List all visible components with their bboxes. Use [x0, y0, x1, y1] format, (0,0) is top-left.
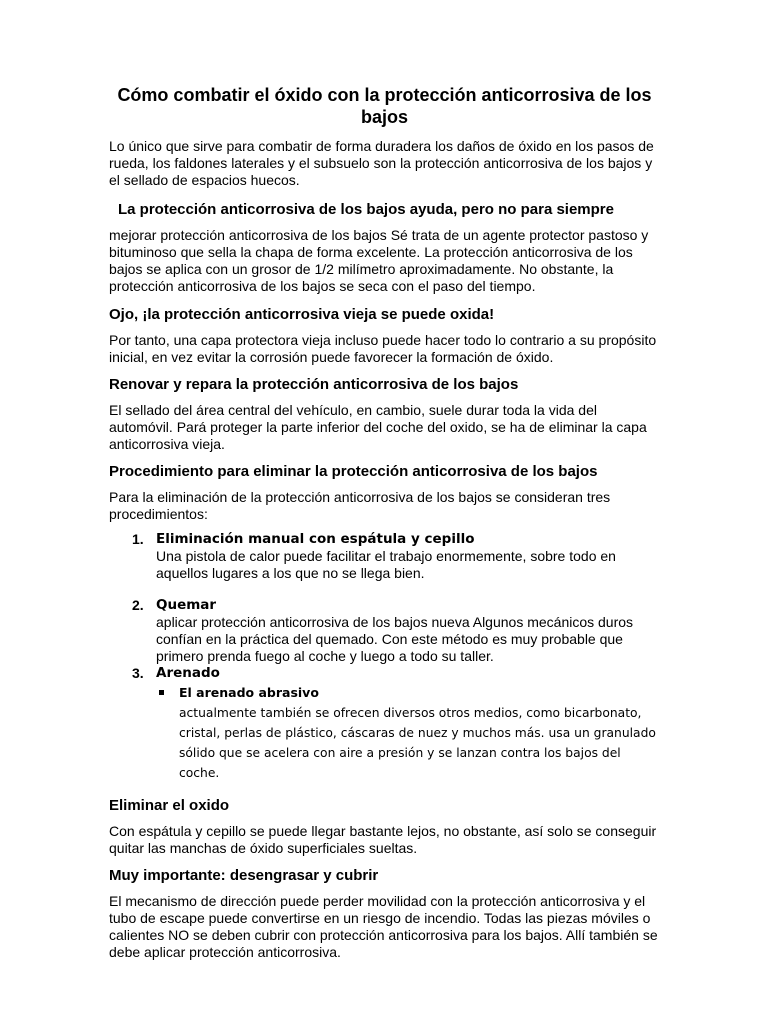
- section-heading-desengrasar: Muy importante: desengrasar y cubrir: [109, 867, 379, 884]
- section-text-desengrasar: El mecanismo de dirección puede perder movilidad con la protección anticorrosiva y el tubo de escape puede convertirse en un riesgo de incendio. Todas las piezas móviles o calientes NO se deben cubrir con protección anticorrosiva para los bajos. Allí también se debe aplicar protección anticorrosiva.: [109, 893, 658, 960]
- intro-paragraph: Lo único que sirve para combatir de forma duradera los daños de óxido en los pasos de rueda, los faldones laterales y el subsuelo son la protección anticorrosiva de los bajos y el sellado de espacios huecos.: [109, 138, 654, 188]
- list-item-title: Arenado: [156, 665, 220, 681]
- section-heading-ayuda: La protección anticorrosiva de los bajos ayuda, pero no para siempre: [118, 201, 614, 218]
- section-heading-eliminar-oxido: Eliminar el oxido: [109, 797, 230, 814]
- section-text-ayuda: mejorar protección anticorrosiva de los bajos Sé trata de un agente protector pastoso y bituminoso que sella la chapa de forma excelente. La protección anticorrosiva de los bajos se aplica con un grosor de 1/2 milímetro aproximadamente. No obstante, la protección anticorrosiva de los bajos se seca con el paso del tiempo.: [109, 227, 649, 294]
- document-title: Cómo combatir el óxido con la protección anticorrosiva de los bajos: [117, 85, 652, 127]
- list-item-number: 2.: [132, 597, 144, 613]
- list-item-number: 3.: [132, 665, 144, 681]
- list-item-number: 1.: [132, 531, 144, 547]
- sub-list-item: [156, 685, 660, 783]
- section-text-procedimiento: Para la eliminación de la protección anticorrosiva de los bajos se consideran tres procedimientos:: [109, 489, 611, 522]
- list-item-title: Eliminación manual con espátula y cepillo: [156, 531, 475, 547]
- sub-list-item-title: El arenado abrasivo: [179, 685, 319, 700]
- list-item-text: aplicar protección anticorrosiva de los bajos nueva Algunos mecánicos duros confían en la práctica del quemado. Con este método es muy probable que primero prenda fuego al coche y luego a todo su taller.: [156, 614, 634, 664]
- list-item: [109, 597, 660, 665]
- list-item: [109, 665, 660, 783]
- list-item-title: Quemar: [156, 597, 217, 613]
- section-heading-renovar: Renovar y repara la protección anticorrosiva de los bajos: [109, 376, 519, 393]
- section-text-eliminar-oxido: Con espátula y cepillo se puede llegar bastante lejos, no obstante, así solo se conseguir quitar las manchas de óxido superficiales sueltas.: [109, 823, 657, 856]
- section-heading-oxida: Ojo, ¡la protección anticorrosiva vieja se puede oxida!: [109, 306, 495, 323]
- section-heading-procedimiento: Procedimiento para eliminar la protección anticorrosiva de los bajos: [109, 463, 598, 480]
- section-text-oxida: Por tanto, una capa protectora vieja incluso puede hacer todo lo contrario a su propósito inicial, en vez evitar la corrosión puede favorecer la formación de óxido.: [109, 332, 657, 365]
- section-text-renovar: El sellado del área central del vehículo, en cambio, suele durar toda la vida del automóvil. Pará proteger la parte inferior del coche del oxido, se ha de eliminar la capa anticorrosiva vieja.: [109, 402, 647, 452]
- square-bullet-icon: [159, 690, 164, 695]
- list-item-text: Una pistola de calor puede facilitar el trabajo enormemente, sobre todo en aquellos lugares a los que no se llega bien.: [156, 548, 616, 581]
- sub-list-item-text: actualmente también se ofrecen diversos otros medios, como bicarbonato, cristal, perlas de plástico, cáscaras de nuez y muchos más. usa un granulado sólido que se acelera con aire a presión y se lanzan contra los bajos del coche.: [179, 706, 656, 780]
- procedures-list: [109, 531, 660, 783]
- list-item: [109, 531, 660, 582]
